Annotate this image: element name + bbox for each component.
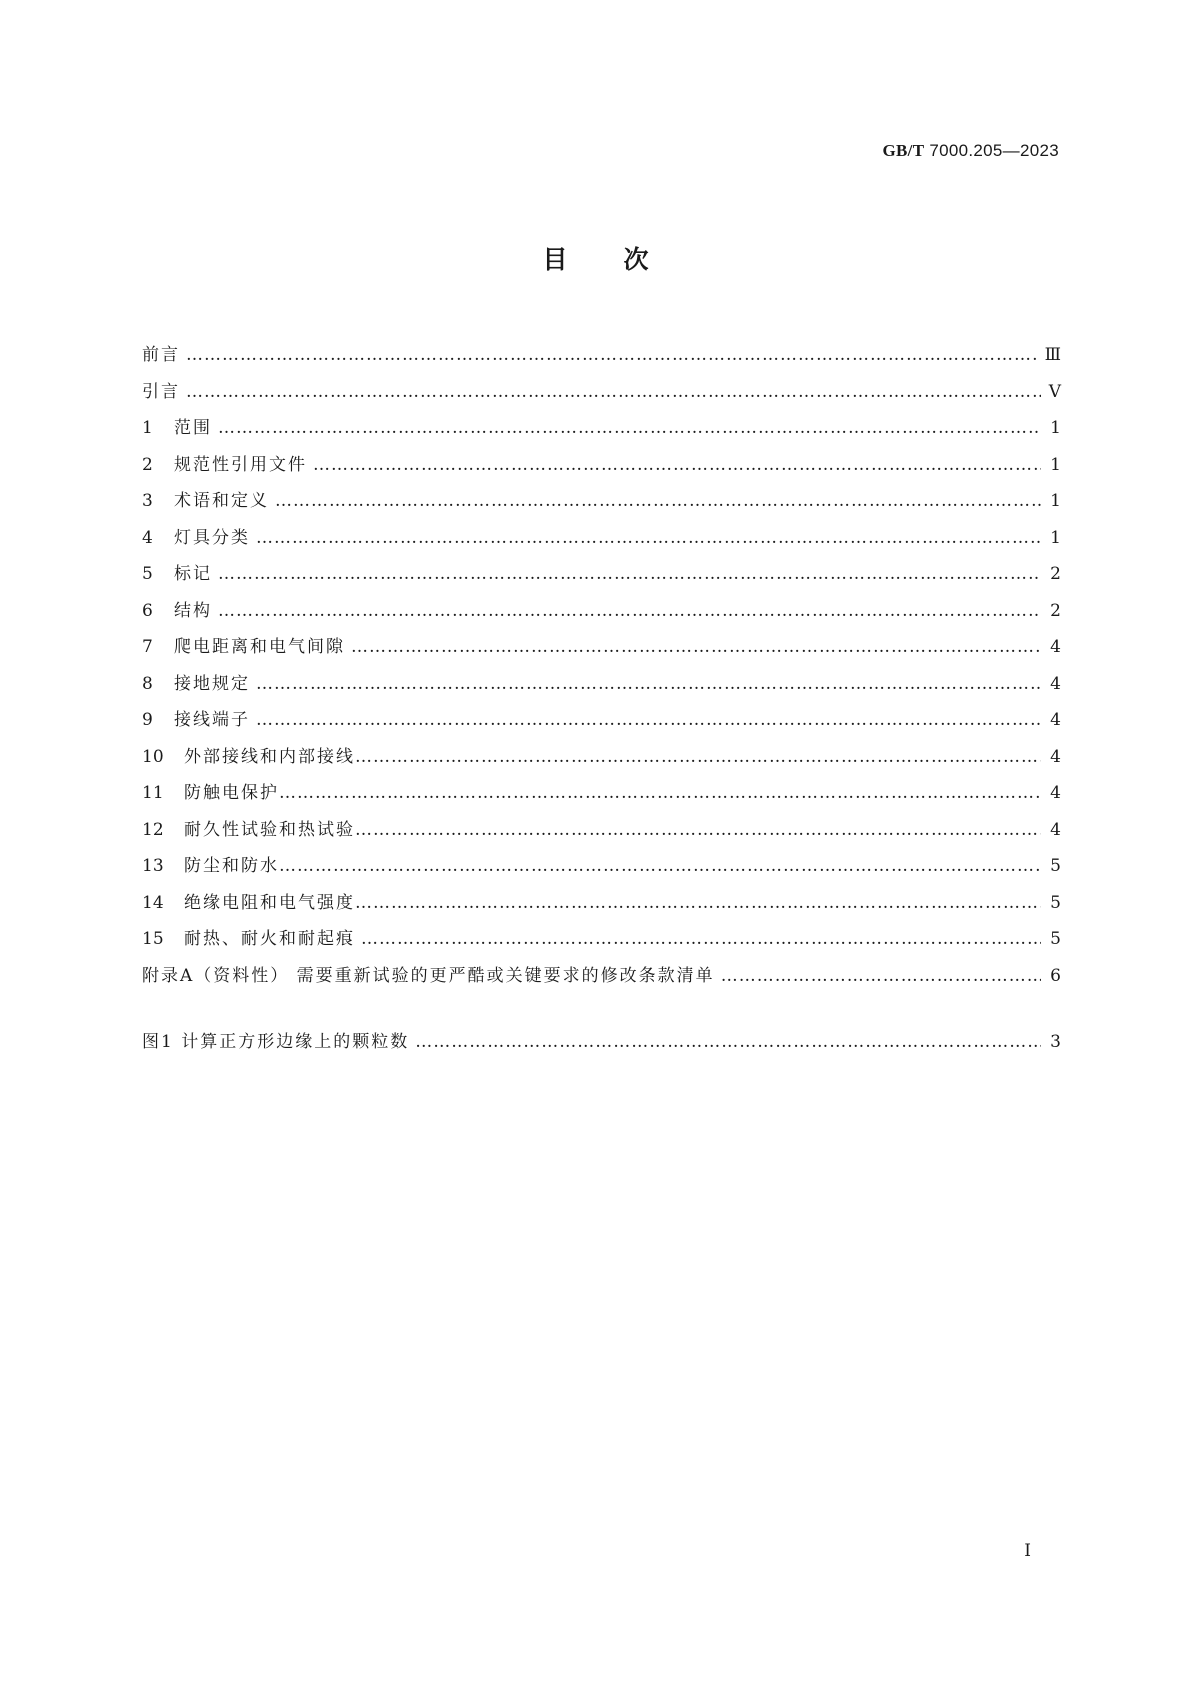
- toc-entry-label: 防尘和防水: [184, 856, 279, 876]
- toc-entry-number: 11: [142, 783, 164, 803]
- toc-entry-6[interactable]: [142, 596, 1061, 633]
- toc-entry-label: 外部接线和内部接线: [184, 746, 355, 767]
- toc-entry-label: 引言: [142, 381, 180, 402]
- toc-leader-dots: [279, 783, 1041, 803]
- toc-leader-dots: [275, 491, 1041, 511]
- toc-leader-dots: [256, 710, 1041, 730]
- toc-entry-label: 接地规定: [174, 673, 250, 694]
- toc-entry-label: 耐久性试验和热试验: [184, 819, 355, 840]
- toc-entry-label: 标记: [174, 564, 212, 584]
- toc-entry-page: 4: [1050, 710, 1061, 730]
- toc-entry-foreword[interactable]: [142, 340, 1061, 377]
- standard-code-number: 7000.205—2023: [929, 141, 1059, 160]
- toc-entry-label: 绝缘电阻和电气强度: [184, 892, 355, 913]
- toc-entry-label: 防触电保护: [184, 783, 279, 803]
- toc-leader-dots: [355, 747, 1041, 767]
- toc-entry-label: 结构: [174, 600, 212, 621]
- toc-entry-number: 10: [142, 746, 164, 767]
- toc-entry-5[interactable]: [142, 559, 1061, 596]
- toc-leader-dots: [218, 564, 1041, 584]
- toc-entry-1[interactable]: [142, 413, 1061, 450]
- toc-entry-page: 5: [1050, 892, 1061, 913]
- page-number: Ⅰ: [1024, 1541, 1031, 1561]
- toc-entry-14[interactable]: [142, 888, 1061, 925]
- toc-entry-label: 附录A（资料性） 需要重新试验的更严酷或关键要求的修改条款清单: [142, 965, 715, 986]
- toc-entry-number: 5: [142, 564, 153, 584]
- toc-entry-number: 1: [142, 418, 153, 438]
- toc-entry-11[interactable]: [142, 778, 1061, 815]
- toc-entry-page: 2: [1050, 600, 1061, 621]
- toc-leader-dots: [186, 345, 1039, 365]
- toc-leader-dots: [355, 893, 1041, 913]
- page-title: 目次: [542, 245, 705, 274]
- toc-leader-dots: [355, 820, 1041, 840]
- toc-entry-label: 范围: [174, 418, 212, 438]
- toc-entry-number: 6: [142, 600, 153, 621]
- standard-code: [883, 141, 1059, 161]
- toc-entry-number: 7: [142, 637, 153, 657]
- toc-entry-8[interactable]: [142, 669, 1061, 706]
- toc-entry-page: 3: [1050, 1032, 1061, 1052]
- toc-entry-label: 灯具分类: [174, 527, 250, 548]
- toc-entry-15[interactable]: [142, 924, 1061, 961]
- toc-entry-9[interactable]: [142, 705, 1061, 742]
- toc-entry-10[interactable]: [142, 742, 1061, 779]
- table-of-contents: [142, 340, 1061, 1064]
- toc-entry-number: 3: [142, 491, 153, 511]
- toc-entry-label: 前言: [142, 345, 180, 365]
- toc-entry-page: 6: [1050, 965, 1061, 986]
- toc-entry-label: 接线端子: [174, 710, 250, 730]
- toc-figure-label: 图1 计算正方形边缘上的颗粒数: [142, 1032, 410, 1052]
- toc-entry-page: 4: [1050, 819, 1061, 840]
- toc-entry-number: 8: [142, 673, 153, 694]
- toc-leader-dots: [218, 601, 1041, 621]
- toc-entry-annex-a[interactable]: [142, 961, 1061, 998]
- toc-entry-page: 4: [1050, 783, 1061, 803]
- toc-entry-page: 1: [1050, 491, 1061, 511]
- toc-entry-introduction[interactable]: [142, 377, 1061, 414]
- toc-entry-page: 4: [1050, 673, 1061, 694]
- toc-entry-7[interactable]: [142, 632, 1061, 669]
- toc-entry-page: 1: [1050, 454, 1061, 475]
- toc-entry-page: 2: [1050, 564, 1061, 584]
- toc-entry-label: 耐热、耐火和耐起痕: [184, 929, 355, 949]
- toc-entry-12[interactable]: [142, 815, 1061, 852]
- toc-leader-dots: [256, 674, 1041, 694]
- toc-entry-figure-1[interactable]: [142, 1027, 1061, 1064]
- toc-entry-3[interactable]: [142, 486, 1061, 523]
- toc-entry-4[interactable]: [142, 523, 1061, 560]
- toc-entry-page: 4: [1050, 637, 1061, 657]
- toc-entry-page: Ⅲ: [1044, 345, 1061, 365]
- toc-entry-number: 12: [142, 819, 164, 840]
- toc-entry-page: 5: [1050, 856, 1061, 876]
- toc-entry-page: 1: [1050, 418, 1061, 438]
- toc-entry-2[interactable]: [142, 450, 1061, 487]
- toc-entry-page: Ⅴ: [1048, 381, 1061, 402]
- section-gap: [142, 997, 1061, 1027]
- toc-entry-number: 4: [142, 527, 153, 548]
- toc-entry-number: 15: [142, 929, 164, 949]
- standard-code-prefix: GB/T: [882, 141, 925, 160]
- toc-entry-number: 14: [142, 892, 164, 913]
- toc-entry-label: 规范性引用文件: [174, 454, 307, 475]
- toc-entry-13[interactable]: [142, 851, 1061, 888]
- toc-entry-number: 9: [142, 710, 153, 730]
- toc-leader-dots: [218, 418, 1041, 438]
- toc-leader-dots: [351, 637, 1041, 657]
- toc-leader-dots: [721, 966, 1041, 986]
- toc-entry-label: 爬电距离和电气间隙: [174, 637, 345, 657]
- toc-entry-page: 1: [1050, 527, 1061, 548]
- toc-leader-dots: [279, 856, 1041, 876]
- toc-entry-number: 13: [142, 856, 164, 876]
- toc-entry-label: 术语和定义: [174, 491, 269, 511]
- toc-entry-page: 4: [1050, 746, 1061, 767]
- toc-entry-page: 5: [1050, 929, 1061, 949]
- toc-leader-dots: [415, 1032, 1041, 1052]
- toc-leader-dots: [186, 382, 1041, 402]
- toc-leader-dots: [361, 929, 1041, 949]
- toc-leader-dots: [313, 455, 1041, 475]
- toc-entry-number: 2: [142, 454, 153, 475]
- toc-leader-dots: [256, 528, 1041, 548]
